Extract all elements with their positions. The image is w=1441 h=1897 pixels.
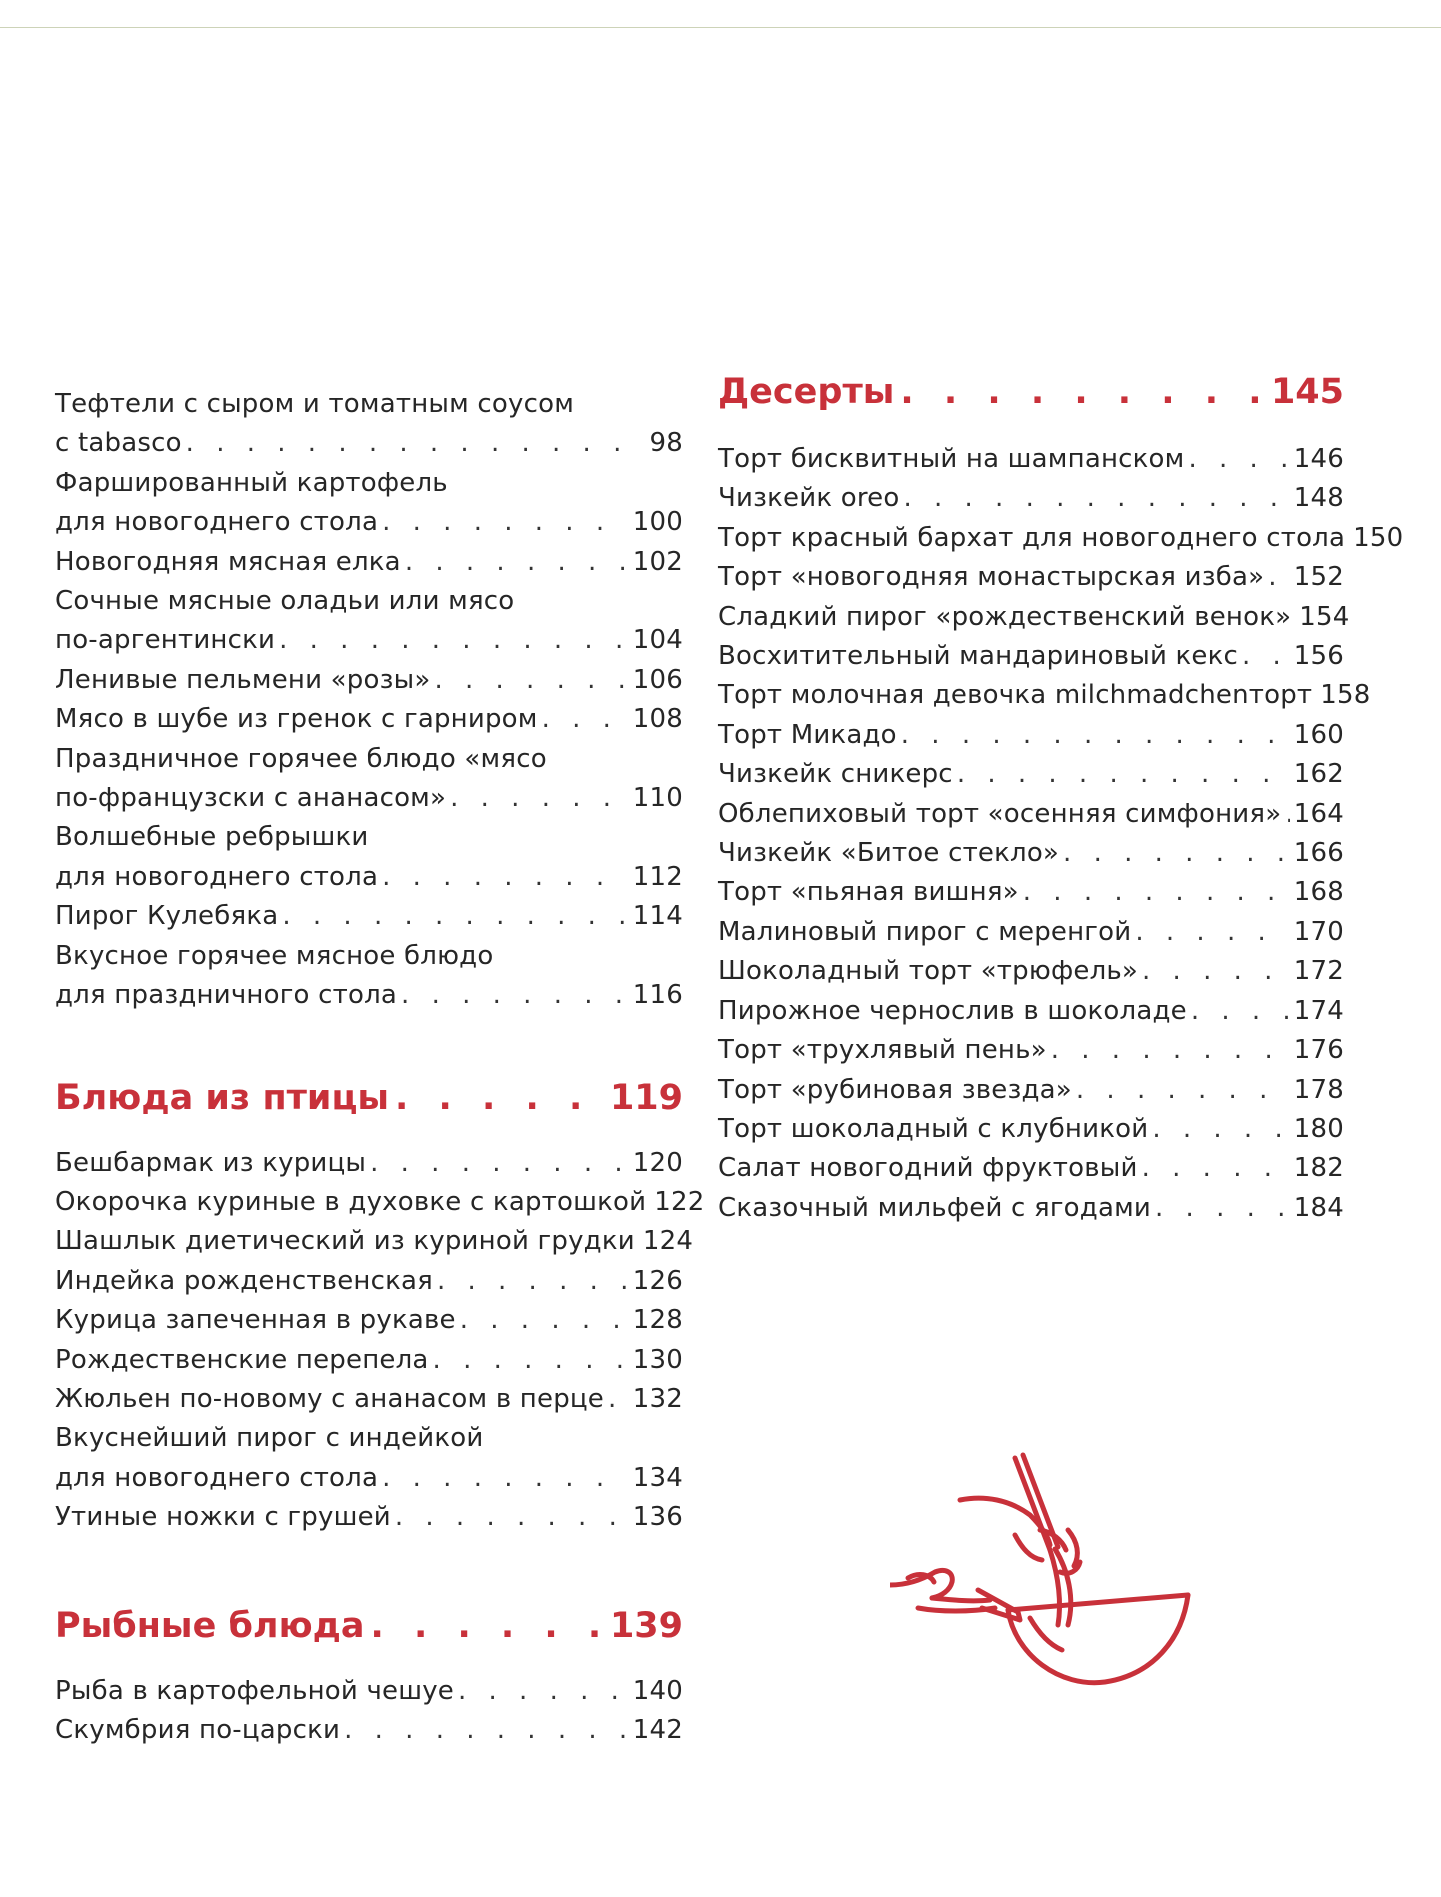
dot-leader (1051, 1031, 1290, 1070)
toc-entry[interactable] (55, 937, 683, 1016)
entry-row (718, 992, 1344, 1031)
entry-row (55, 1222, 694, 1261)
entry-row (55, 503, 683, 542)
dot-leader (450, 779, 629, 818)
entry-title: Окорочка куриные в духовке с картошкой (55, 1186, 647, 1217)
toc-entry[interactable] (55, 661, 683, 700)
entry-row (55, 700, 683, 739)
entry-title: Курица запеченная в рукаве (55, 1305, 456, 1336)
entry-row (55, 858, 683, 897)
whisk-bowl-icon (890, 1450, 1210, 1690)
entry-row (55, 1183, 705, 1222)
dot-leader (382, 1459, 629, 1498)
entry-title: для праздничного стола (55, 980, 398, 1011)
entry-row (55, 1711, 683, 1750)
entry-title: Шоколадный торт «трюфель» (718, 956, 1139, 987)
entry-title: Облепиховый торт «осенняя симфония» (718, 798, 1282, 829)
entry-title: Индейка рожденственская (55, 1265, 433, 1296)
entry-page: 172 (1293, 956, 1344, 987)
entry-title: Чизкейк oreo (718, 483, 900, 514)
entry-title: Ленивые пельмени «розы» (55, 664, 431, 695)
entry-row (718, 873, 1344, 912)
entry-row (55, 1301, 683, 1340)
entry-title: Рыба в картофельной чешуе (55, 1675, 454, 1706)
entry-page: 146 (1293, 444, 1344, 474)
entry-page: 100 (632, 507, 683, 538)
toc-entry[interactable] (718, 755, 1344, 794)
entry-row (55, 897, 683, 936)
toc-entry[interactable] (55, 1144, 683, 1183)
toc-entry[interactable] (718, 440, 1344, 479)
entry-title: Чизкейк «Битое стекло» (718, 838, 1060, 869)
entry-page: 112 (632, 861, 683, 892)
toc-entry[interactable] (718, 1110, 1344, 1149)
entry-page: 180 (1293, 1113, 1344, 1144)
dot-leader (1155, 1189, 1290, 1228)
dot-leader (1152, 1110, 1289, 1149)
section-title: Блюда из птицы (55, 1077, 390, 1118)
entry-row (55, 661, 683, 700)
toc-entry[interactable] (55, 1222, 694, 1261)
entry-page: 166 (1293, 838, 1344, 869)
entry-row (718, 598, 1350, 637)
entry-row (718, 637, 1344, 676)
toc-entry[interactable] (55, 897, 683, 936)
entry-row (718, 479, 1344, 518)
entry-page: 182 (1293, 1153, 1344, 1184)
toc-entry[interactable] (718, 1149, 1344, 1188)
entry-title: Скумбрия по-царски (55, 1714, 341, 1745)
entry-title-line: Вкуснейший пирог с индейкой (55, 1423, 484, 1454)
dot-leader (608, 1380, 629, 1419)
dot-leader (1076, 1071, 1290, 1110)
entry-title: Пирожное чернослив в шоколаде (718, 995, 1187, 1026)
toc-entry[interactable] (718, 598, 1350, 637)
entry-page: 140 (632, 1675, 683, 1706)
entry-page: 98 (649, 428, 683, 459)
entry-page: 174 (1293, 995, 1344, 1026)
toc-entry[interactable] (55, 543, 683, 582)
entry-row (55, 1262, 683, 1301)
toc-entry[interactable] (55, 740, 683, 819)
section-heading-desserts[interactable] (718, 370, 1344, 414)
entry-title: Бешбармак из курицы (55, 1147, 367, 1178)
toc-entry[interactable] (55, 1380, 683, 1419)
entry-page: 122 (654, 1186, 705, 1217)
entry-page: 150 (1353, 522, 1404, 553)
entry-page: 148 (1293, 483, 1344, 514)
section-page: 145 (1270, 372, 1344, 412)
entry-title: Восхитительный мандариновый кекс (718, 641, 1239, 672)
entry-title: с tabasco (55, 428, 182, 459)
toc-entry[interactable] (718, 716, 1344, 755)
top-rule (0, 27, 1441, 28)
entry-title-line: Тефтели с сыром и томатным соусом (55, 389, 575, 419)
entry-page: 102 (632, 546, 683, 577)
toc-entry[interactable] (55, 1183, 705, 1222)
entry-title: Торт «новогодняя монастырская изба» (718, 562, 1265, 593)
dot-leader (382, 858, 629, 897)
entry-title: Торт «трухлявый пень» (718, 1035, 1047, 1066)
entry-row (718, 676, 1371, 715)
section-title: Десерты (718, 372, 895, 412)
entry-page: 114 (632, 901, 683, 932)
dot-leader (1268, 558, 1290, 597)
entry-page: 176 (1293, 1035, 1344, 1066)
entry-title: Сладкий пирог «рождественский венок» (718, 601, 1292, 632)
entry-row (718, 1071, 1344, 1110)
entry-row (55, 621, 683, 660)
entry-row (718, 1189, 1344, 1228)
toc-entry[interactable] (718, 1071, 1344, 1110)
dot-leader (279, 621, 629, 660)
section-heading-poultry[interactable] (55, 1076, 683, 1120)
entry-row (55, 1672, 683, 1711)
dot-leader (460, 1301, 629, 1340)
entry-row (55, 1144, 683, 1183)
entry-title: Торт «рубиновая звезда» (718, 1074, 1072, 1105)
toc-entry[interactable] (55, 700, 683, 739)
entry-title: Торт шоколадный с клубникой (718, 1113, 1149, 1144)
toc-entry[interactable] (718, 795, 1344, 834)
entry-title: Рождественские перепела (55, 1344, 429, 1375)
toc-entry[interactable] (718, 637, 1344, 676)
entry-row (55, 1341, 683, 1380)
entry-row (718, 913, 1344, 952)
toc-entry[interactable] (718, 873, 1344, 912)
poultry-list (55, 1144, 705, 1538)
dot-leader (900, 370, 1265, 414)
dot-leader (1142, 952, 1290, 991)
toc-entry[interactable] (718, 952, 1344, 991)
entry-page: 158 (1320, 680, 1371, 711)
dot-leader (395, 1076, 604, 1120)
entry-page: 116 (632, 980, 683, 1011)
entry-row (55, 976, 683, 1015)
entry-title: для новогоднего стола (55, 1462, 379, 1493)
toc-entry[interactable] (55, 1498, 683, 1537)
dot-leader (370, 1144, 629, 1183)
toc-entry[interactable] (718, 676, 1371, 715)
entry-row (718, 1110, 1344, 1149)
entry-page: 104 (632, 625, 683, 656)
entry-row (55, 1498, 683, 1537)
dot-leader (433, 1341, 629, 1380)
toc-entry[interactable] (718, 1031, 1344, 1070)
entry-row (718, 755, 1344, 794)
dot-leader (405, 543, 629, 582)
entry-page: 162 (1293, 759, 1344, 790)
dot-leader (1142, 1149, 1290, 1188)
entry-title: Жюльен по-новому с ананасом в перце (55, 1383, 605, 1414)
entry-row (718, 716, 1344, 755)
dot-leader (395, 1498, 629, 1537)
dot-leader (458, 1672, 629, 1711)
entry-row (55, 1459, 683, 1498)
toc-entry[interactable] (718, 913, 1344, 952)
entry-row (718, 1149, 1344, 1188)
toc-entry[interactable] (55, 1341, 683, 1380)
entry-title: Шашлык диетический из куриной грудки (55, 1226, 635, 1257)
toc-entry[interactable] (55, 1262, 683, 1301)
entry-row (718, 440, 1344, 479)
entry-title: Чизкейк сникерс (718, 759, 953, 790)
entry-row (718, 558, 1344, 597)
entry-page: 108 (632, 704, 683, 735)
dot-leader (1191, 992, 1290, 1031)
entry-page: 134 (632, 1462, 683, 1493)
toc-entry[interactable] (718, 558, 1344, 597)
toc-entry[interactable] (55, 385, 683, 464)
meat-list (55, 385, 683, 1016)
entry-page: 120 (632, 1147, 683, 1178)
section-title: Рыбные блюда (55, 1605, 365, 1646)
dot-leader (1285, 795, 1289, 834)
entry-title: по-французски с ананасом» (55, 783, 447, 814)
dot-leader (344, 1711, 629, 1750)
entry-title-line: Фаршированный картофель (55, 467, 448, 498)
toc-entry[interactable] (718, 834, 1344, 873)
entry-title: Торт «пьяная вишня» (718, 877, 1019, 908)
entry-row (718, 952, 1344, 991)
entry-page: 170 (1293, 916, 1344, 947)
entry-title: для новогоднего стола (55, 861, 379, 892)
dot-leader (957, 755, 1290, 794)
section-page: 119 (609, 1077, 683, 1118)
entry-page: 156 (1293, 641, 1344, 672)
entry-row (718, 795, 1344, 834)
toc-entry[interactable] (55, 818, 683, 897)
entry-title-line: Волшебные ребрышки (55, 822, 369, 853)
entry-row (718, 834, 1344, 873)
entry-title: Торт красный бархат для новогоднего стола (718, 522, 1346, 553)
desserts-list (718, 440, 1404, 1228)
entry-page: 154 (1299, 601, 1350, 632)
toc-right-column (718, 370, 1404, 1228)
entry-title-line: Вкусное горячее мясное блюдо (55, 940, 494, 971)
dot-leader (1063, 834, 1290, 873)
entry-row (55, 424, 683, 463)
entry-title-line: Сочные мясные оладьи или мясо (55, 586, 515, 617)
entry-title: Торт молочная девочка milchmadchenторт (718, 680, 1313, 711)
dot-leader (437, 1262, 629, 1301)
entry-row (718, 519, 1404, 558)
entry-page: 106 (632, 664, 683, 695)
entry-page: 136 (632, 1502, 683, 1533)
toc-entry[interactable] (718, 992, 1344, 1031)
dot-leader (370, 1604, 603, 1648)
entry-row (718, 1031, 1344, 1070)
toc-entry[interactable] (718, 479, 1344, 518)
toc-left-column (55, 385, 705, 1750)
dot-leader (434, 661, 628, 700)
entry-title: Сказочный мильфей с ягодами (718, 1192, 1152, 1223)
entry-page: 142 (632, 1714, 683, 1745)
dot-leader (382, 503, 629, 542)
toc-entry[interactable] (55, 1301, 683, 1340)
dot-leader (1135, 913, 1289, 952)
dot-leader (901, 716, 1290, 755)
dot-leader (1023, 873, 1290, 912)
entry-row (55, 1380, 683, 1419)
entry-page: 132 (632, 1383, 683, 1414)
dot-leader (282, 897, 628, 936)
entry-page: 130 (632, 1344, 683, 1375)
fish-list (55, 1672, 683, 1751)
entry-page: 160 (1293, 719, 1344, 750)
dot-leader (401, 976, 629, 1015)
entry-row (55, 543, 683, 582)
entry-title: для новогоднего стола (55, 507, 379, 538)
entry-page: 126 (632, 1265, 683, 1296)
entry-title: Малиновый пирог с меренгой (718, 916, 1132, 947)
entry-page: 110 (632, 783, 683, 814)
section-page: 139 (609, 1605, 683, 1646)
entry-page: 164 (1293, 798, 1344, 829)
entry-title: Торт бисквитный на шампанском (718, 444, 1185, 474)
entry-title: Мясо в шубе из гренок с гарниром (55, 704, 538, 735)
entry-page: 152 (1293, 562, 1344, 593)
entry-page: 168 (1293, 877, 1344, 908)
dot-leader (542, 700, 629, 739)
toc-entry[interactable] (718, 1189, 1344, 1228)
entry-page: 128 (632, 1305, 683, 1336)
dot-leader (903, 479, 1289, 518)
dot-leader (1188, 440, 1289, 479)
toc-entry[interactable] (55, 582, 683, 661)
entry-title: Салат новогодний фруктовый (718, 1153, 1138, 1184)
toc-entry[interactable] (718, 519, 1404, 558)
toc-entry[interactable] (55, 1672, 683, 1711)
toc-entry[interactable] (55, 1711, 683, 1750)
entry-page: 124 (642, 1226, 694, 1257)
entry-page: 184 (1293, 1192, 1344, 1223)
entry-title: Утиные ножки с грушей (55, 1502, 391, 1533)
entry-title: Торт Микадо (718, 719, 897, 750)
dot-leader (186, 424, 646, 463)
toc-entry[interactable] (55, 464, 683, 543)
entry-page: 178 (1293, 1074, 1344, 1105)
entry-title: Пирог Кулебяка (55, 901, 279, 932)
entry-title: по-аргентински (55, 625, 276, 656)
entry-row (55, 779, 683, 818)
section-heading-fish[interactable] (55, 1604, 683, 1648)
entry-title: Новогодняя мясная елка (55, 546, 401, 577)
toc-entry[interactable] (55, 1419, 683, 1498)
dot-leader (1242, 637, 1290, 676)
entry-title-line: Праздничное горячее блюдо «мясо (55, 743, 547, 774)
